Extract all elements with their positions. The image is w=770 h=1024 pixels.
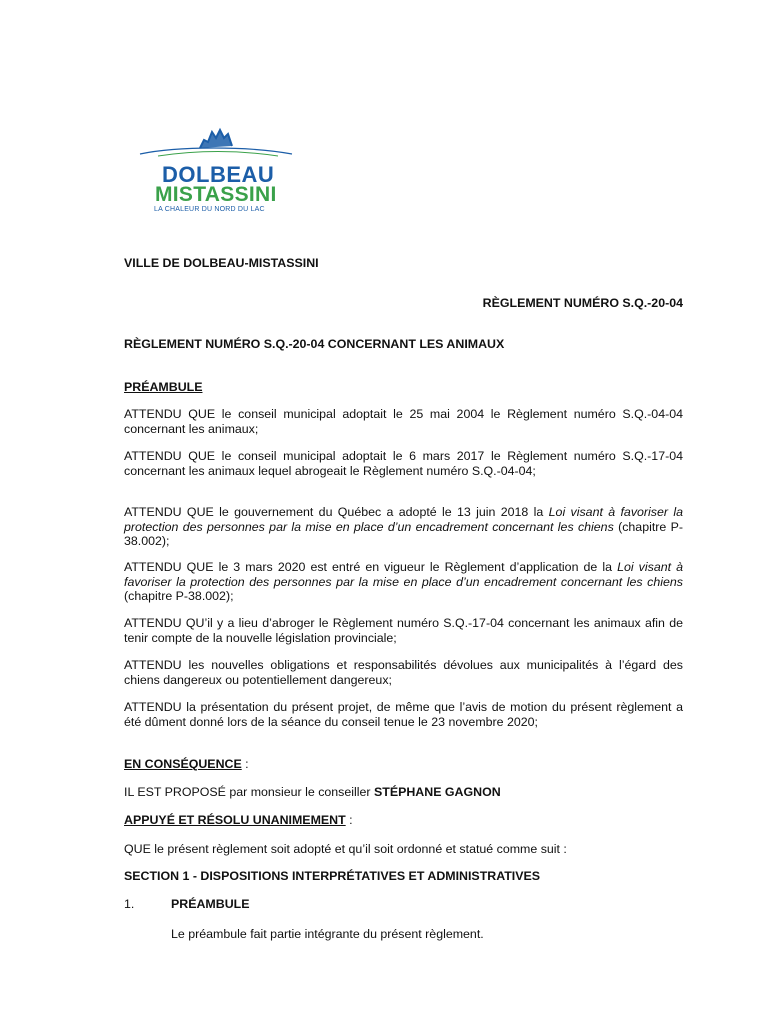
preamble-paragraph-6: ATTENDU les nouvelles obligations et responsabilités dévolues aux municipalités à l’égard des chiens dangereux ou potentiellement dangereux;: [124, 658, 683, 687]
p3-law-title: Loi visant à favoriser la protection des personnes par la mise en place d’un encadrement concernant les chiens: [124, 505, 683, 534]
section1-title: SECTION 1 - DISPOSITIONS INTERPRÉTATIVES ET ADMINISTRATIVES: [124, 869, 541, 883]
preamble-paragraph-2: ATTENDU QUE le conseil municipal adoptait le 6 mars 2017 le Règlement numéro S.Q.-17-04 concernant les animaux lequel abrogeait le Règlement numéro S.Q.-04-04;: [124, 449, 683, 478]
section1-item-number: 1.: [124, 897, 135, 911]
preamble-paragraph-4: [124, 560, 683, 604]
resolved-line: [124, 813, 353, 828]
preamble-heading: PRÉAMBULE: [124, 380, 203, 394]
p3-text-a: ATTENDU QUE le gouvernement du Québec a adopté le 13 juin 2018 la: [124, 505, 549, 519]
proposed-prefix: IL EST PROPOSÉ par monsieur le conseiller: [124, 785, 374, 799]
resolved-colon: :: [345, 813, 353, 827]
adoption-statement: QUE le présent règlement soit adopté et qu’il soit ordonné et statué comme suit :: [124, 842, 567, 856]
consequence-line: [124, 757, 249, 772]
preamble-paragraph-3: [124, 505, 683, 549]
logo-line1: DOLBEAU: [162, 162, 275, 187]
preamble-paragraph-7: ATTENDU la présentation du présent projet, de même que l’avis de motion du présent règlement a été dûment donné lors de la séance du conseil tenue le 23 novembre 2020;: [124, 700, 683, 729]
p4-law-title: Loi visant à favoriser la protection des personnes par la mise en place d’un encadrement concernant les chiens: [124, 560, 683, 589]
logo-tagline: LA CHALEUR DU NORD DU LAC: [154, 206, 265, 213]
p4-text-b: (chapitre P-38.002);: [124, 589, 234, 603]
preamble-paragraph-5: ATTENDU QU’il y a lieu d’abroger le Règlement numéro S.Q.-17-04 concernant les animaux afin de tenir compte de la nouvelle législation provinciale;: [124, 616, 683, 645]
regulation-title: RÈGLEMENT NUMÉRO S.Q.-20-04 CONCERNANT LES ANIMAUX: [124, 337, 505, 351]
skyline-icon: [138, 126, 294, 166]
consequence-colon: :: [241, 757, 249, 771]
section1-item-text: Le préambule fait partie intégrante du présent règlement.: [171, 927, 484, 941]
p4-text-a: ATTENDU QUE le 3 mars 2020 est entré en vigueur le Règlement d’application de la: [124, 560, 618, 574]
consequence-heading: EN CONSÉQUENCE: [124, 757, 242, 771]
logo-line2: MISTASSINI: [155, 183, 277, 206]
p3-text-b: (chapitre P-38.002);: [124, 519, 683, 548]
city-logo: [138, 126, 294, 218]
regulation-number: RÈGLEMENT NUMÉRO S.Q.-20-04: [482, 296, 683, 310]
proposer-name: STÉPHANE GAGNON: [373, 785, 501, 799]
proposed-line: [124, 785, 501, 800]
city-name: VILLE DE DOLBEAU-MISTASSINI: [124, 256, 319, 270]
preamble-paragraph-1: ATTENDU QUE le conseil municipal adoptait le 25 mai 2004 le Règlement numéro S.Q.-04-04 concernant les animaux;: [124, 407, 683, 436]
resolved-heading: APPUYÉ ET RÉSOLU UNANIMEMENT: [124, 813, 346, 827]
section1-item-title: PRÉAMBULE: [171, 897, 250, 911]
